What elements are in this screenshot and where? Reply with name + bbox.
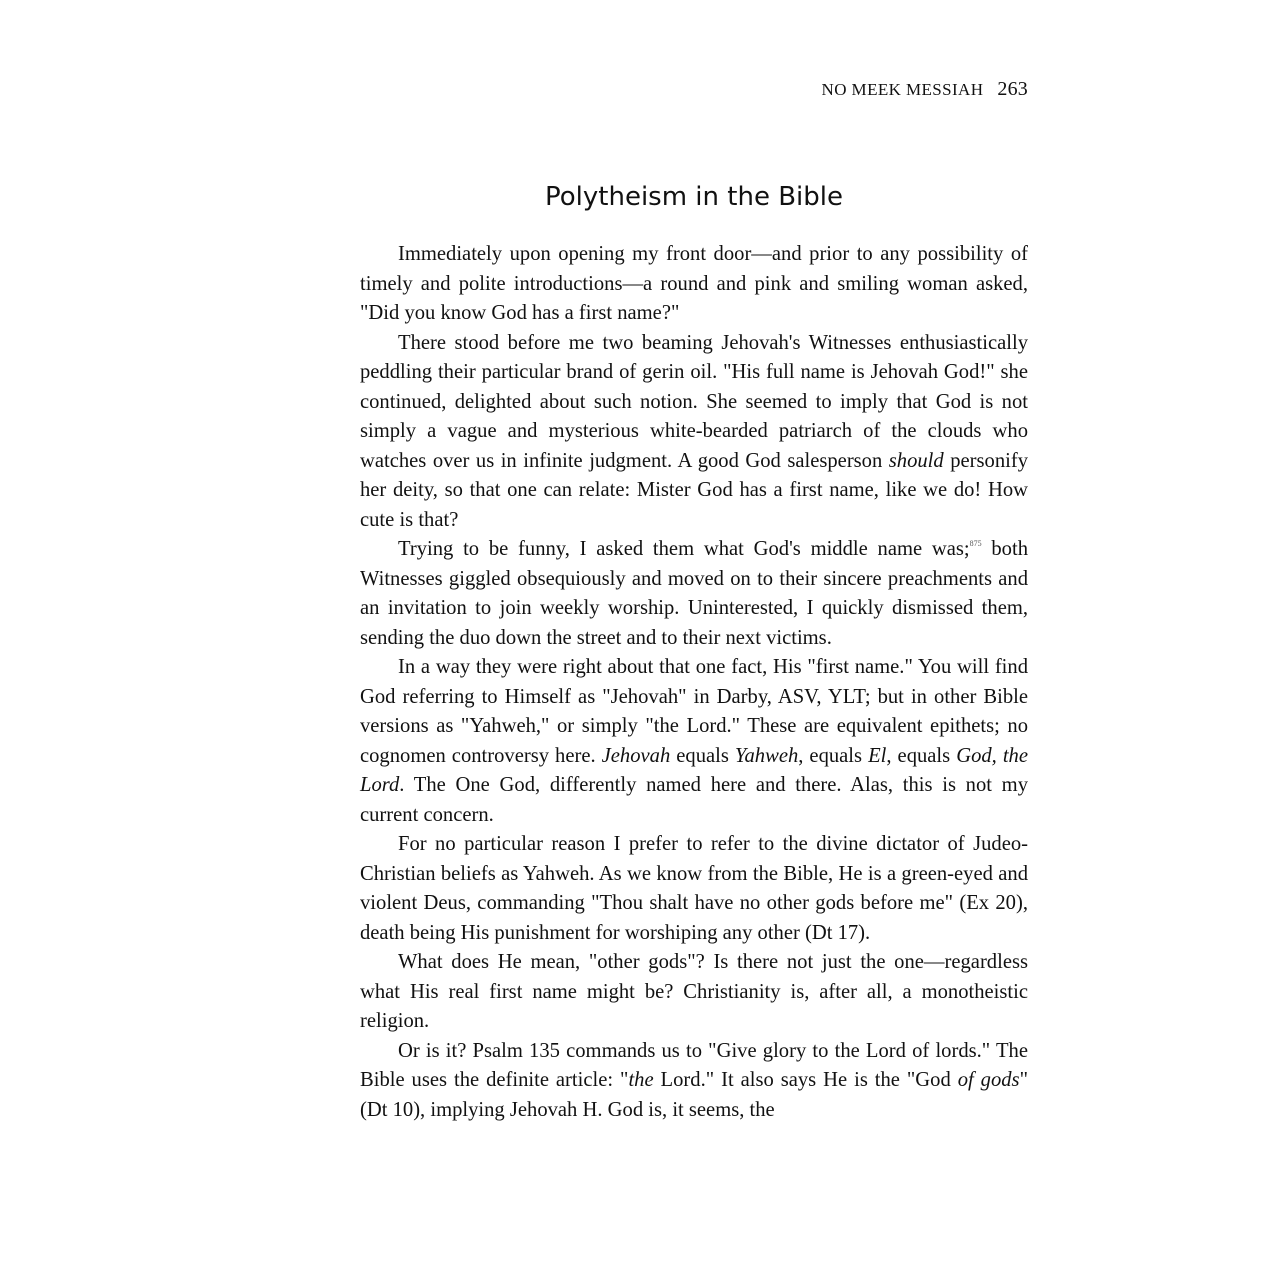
running-title: NO MEEK MESSIAH — [821, 80, 984, 99]
emphasis: should — [888, 449, 944, 472]
paragraph — [360, 653, 1028, 830]
paragraph-text: Immediately upon opening my front door—and prior to any possibility of timely and polite introductions—a round and pink and smiling woman asked, "Did you know God has a first name?" — [360, 243, 1028, 324]
paragraph-text: both Witnesses giggled obsequiously and moved on to their sincere preachments and an invitation to join weekly worship. Uninterested, I quickly dismissed them, sending the duo down the street and to their next victims. — [360, 538, 1028, 649]
paragraph — [360, 1037, 1028, 1126]
page-number: 263 — [997, 78, 1028, 100]
chapter-title: Polytheism in the Bible — [545, 182, 843, 212]
paragraph-text: For no particular reason I prefer to refer to the divine dictator of Judeo-Christian beliefs as Yahweh. As we know from the Bible, He is a green-eyed and violent Deus, commanding "Thou shalt have no other gods before me" (Ex 20), death being His punishment for worshiping any other (Dt 17). — [360, 833, 1028, 944]
paragraph — [360, 240, 1028, 329]
paragraph-text: What does He mean, "other gods"? Is there not just the one—regardless what His real first name might be? Christianity is, after all, a monotheistic religion. — [360, 951, 1028, 1032]
paragraph-text: . The One God, differently named here and there. Alas, this is not my current concern. — [360, 774, 1028, 826]
paragraph-text: Lord." It also says He is the "God — [653, 1069, 958, 1091]
paragraph-text: Or is it? Psalm 135 commands us to "Give glory to the Lord of lords." The Bible uses the definite article: " — [360, 1039, 1028, 1091]
footnote-marker[interactable]: 875 — [969, 539, 982, 548]
paragraph-text: " (Dt 10), implying Jehovah H. God is, it seems, the — [360, 1069, 1028, 1121]
paragraph — [360, 329, 1028, 536]
paragraph-text: personify her deity, so that one can relate: Mister God has a first name, like we do! How cute is that? — [360, 449, 1028, 531]
paragraph-text: , equals — [886, 744, 957, 767]
emphasis: Yahweh — [734, 744, 799, 767]
emphasis: Jehovah — [601, 744, 671, 767]
paragraph-text: Trying to be funny, I asked them what God's middle name was; — [398, 538, 970, 560]
paragraph-text: equals — [670, 744, 735, 767]
paragraph — [360, 535, 1028, 653]
paragraph-text: There stood before me two beaming Jehovah's Witnesses enthusiastically peddling their particular brand of gerin oil. "His full name is Jehovah God!" she continued, delighted about such notion. She seemed to imply that God is not simply a vague and mysterious white-bearded patriarch of the clouds who watches over us in infinite judgment. A good God salesperson — [360, 331, 1028, 472]
running-header — [760, 78, 1028, 101]
emphasis: God, the Lord — [360, 744, 1028, 796]
emphasis: El — [868, 744, 887, 767]
emphasis: of gods — [957, 1069, 1020, 1091]
paragraph-text: , equals — [798, 744, 869, 767]
emphasis: the — [628, 1069, 654, 1091]
paragraph — [360, 948, 1028, 1037]
body-text — [360, 240, 1028, 1125]
paragraph — [360, 830, 1028, 948]
paragraph-text: In a way they were right about that one fact, His "first name." You will find God referring to Himself as "Jehovah" in Darby, ASV, YLT; but in other Bible versions as "Yahweh," or simply "the Lord." These are equivalent epithets; no cognomen controversy here. — [360, 656, 1028, 767]
